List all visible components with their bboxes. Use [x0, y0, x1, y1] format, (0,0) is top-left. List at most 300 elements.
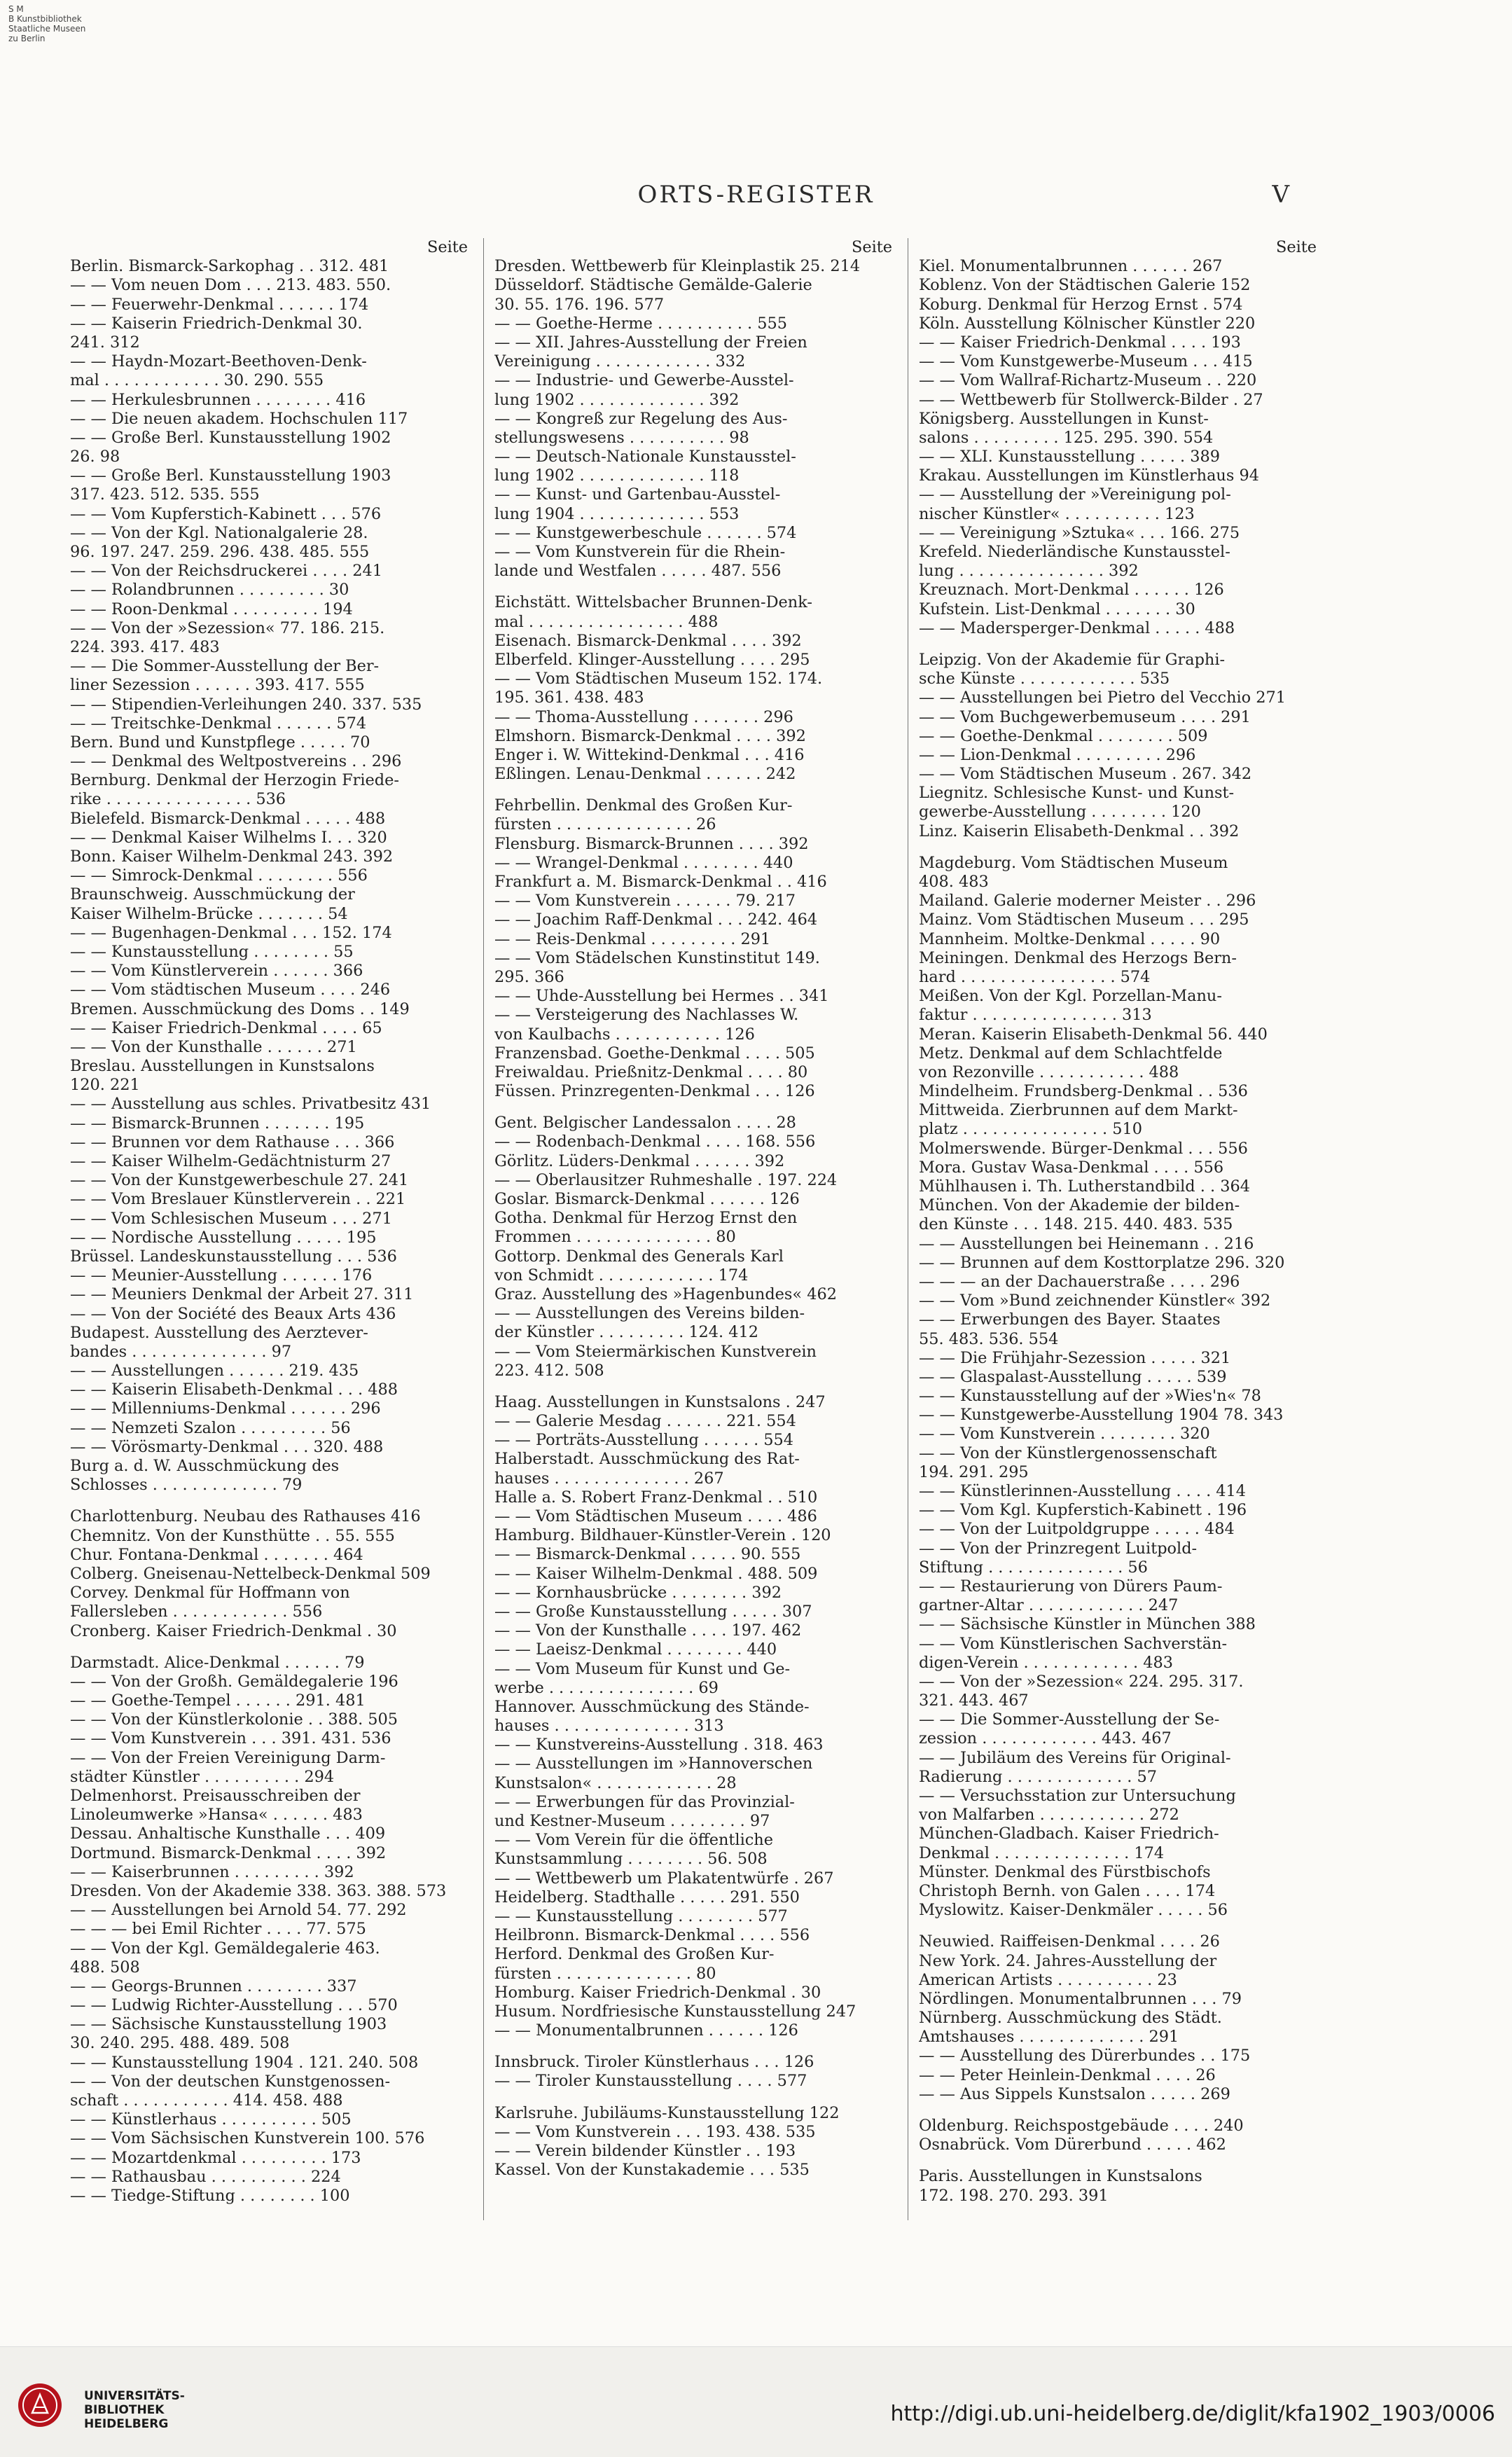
index-entry: — — Vom Städtischen Museum . . . . 486	[494, 1507, 817, 1525]
index-entry: Kreuznach. Mort-Denkmal . . . . . . 126	[919, 581, 1224, 600]
index-entry: Magdeburg. Vom Städtischen Museum	[919, 853, 1228, 872]
index-entry: — — Sächsische Kunstausstellung 1903	[70, 2015, 387, 2034]
index-entry: — — Vom Kunstverein . . . 391. 431. 536	[70, 1729, 391, 1748]
index-entry: lung 1902 . . . . . . . . . . . . . 392	[494, 390, 740, 409]
index-entry: — — Vom Kgl. Kupferstich-Kabinett . 196	[919, 1501, 1247, 1520]
index-entry: Mittweida. Zierbrunnen auf dem Markt-	[919, 1101, 1238, 1120]
index-entry: — — Peter Heinlein-Denkmal . . . . 26	[919, 2065, 1216, 2084]
index-entry: Mainz. Vom Städtischen Museum . . . 295	[919, 911, 1249, 929]
index-entry: Cronberg. Kaiser Friedrich-Denkmal . 30	[70, 1621, 397, 1640]
index-entry: 120. 221	[70, 1076, 140, 1095]
index-entry: Graz. Ausstellung des »Hagenbundes« 462	[494, 1285, 837, 1303]
index-entry: Mühlhausen i. Th. Lutherstandbild . . 364	[919, 1177, 1250, 1196]
library-name-line: HEIDELBERG	[84, 2417, 169, 2431]
index-entry: — — Erwerbungen für das Provinzial-	[494, 1792, 795, 1811]
index-entry: Krefeld. Niederländische Kunstausstel-	[919, 543, 1230, 561]
index-entry: — — Aus Sippels Kunstsalon . . . . . 269	[919, 2084, 1230, 2103]
index-entry: — — Meunier-Ausstellung . . . . . . 176	[70, 1266, 373, 1285]
index-entry: 194. 291. 295	[919, 1462, 1029, 1481]
index-entry: fürsten . . . . . . . . . . . . . . 26	[494, 815, 716, 834]
index-entry: hard . . . . . . . . . . . . . . . . 574	[919, 967, 1151, 986]
library-stamp	[8, 4, 85, 43]
index-entry: — — Sächsische Künstler in München 388	[919, 1615, 1256, 1634]
index-entry: Denkmal . . . . . . . . . . . . . . 174	[919, 1843, 1165, 1862]
index-entry: 224. 393. 417. 483	[70, 637, 220, 656]
index-entry: — — Versuchsstation zur Untersuchung	[919, 1787, 1236, 1805]
index-entry: — — Stipendien-Verleihungen 240. 337. 535	[70, 695, 422, 714]
index-entry: 195. 361. 438. 483	[494, 688, 644, 707]
index-entry: — — Kunstausstellung . . . . . . . . 577	[494, 1906, 788, 1925]
index-entry: — — Von der Reichsdruckerei . . . . 241	[70, 562, 382, 581]
index-entry: Breslau. Ausstellungen in Kunstsalons	[70, 1057, 375, 1076]
index-entry: Bremen. Ausschmückung des Doms . . 149	[70, 999, 410, 1018]
index-entry: — — — an der Dachauerstraße . . . . 296	[919, 1272, 1240, 1291]
index-entry: — — Lion-Denkmal . . . . . . . . . 296	[919, 745, 1196, 764]
index-entry: Vereinigung . . . . . . . . . . . . 332	[494, 352, 746, 371]
index-entry: — — Von der Luitpoldgruppe . . . . . 484	[919, 1520, 1235, 1539]
index-entry: Görlitz. Lüders-Denkmal . . . . . . 392	[494, 1151, 785, 1170]
index-entry: — — Ausstellungen des Vereins bilden-	[494, 1304, 805, 1323]
index-entry: — — Vom Kupferstich-Kabinett . . . 576	[70, 504, 382, 523]
index-entry: Elberfeld. Klinger-Ausstellung . . . . 295	[494, 650, 810, 669]
index-entry: — — Ludwig Richter-Ausstellung . . . 570	[70, 1996, 398, 2015]
index-entry: Elmshorn. Bismarck-Denkmal . . . . 392	[494, 726, 806, 745]
index-entry: — — Vom Kunstverein für die Rhein-	[494, 543, 786, 561]
index-entry: Meißen. Von der Kgl. Porzellan-Manu-	[919, 987, 1222, 1006]
index-entry: — — Von der Kunsthalle . . . . 197. 462	[494, 1621, 802, 1640]
index-entry: — — XLI. Kunstausstellung . . . . . 389	[919, 448, 1220, 466]
index-entry: — — Von der »Sezession« 77. 186. 215.	[70, 618, 385, 637]
index-entry: von Kaulbachs . . . . . . . . . . . 126	[494, 1025, 755, 1044]
index-entry: Liegnitz. Schlesische Kunst- und Kunst-	[919, 784, 1235, 803]
stamp-line: S M	[8, 4, 24, 14]
index-entry: — — Von der Künstlerkolonie . . 388. 505	[70, 1710, 398, 1729]
index-entry: Braunschweig. Ausschmückung der	[70, 885, 355, 904]
index-entry: — — Millenniums-Denkmal . . . . . . 296	[70, 1399, 381, 1418]
index-entry: — — Vom Sächsischen Kunstverein 100. 576	[70, 2129, 425, 2148]
index-entry: — — Oberlausitzer Ruhmeshalle . 197. 224	[494, 1170, 838, 1189]
index-entry: Schlosses . . . . . . . . . . . . . 79	[70, 1476, 303, 1495]
index-entry: — — Kaiserbrunnen . . . . . . . . . 392	[70, 1862, 354, 1881]
index-entry: — — Von der Kunsthalle . . . . . . 271	[70, 1037, 357, 1056]
index-entry: — — Nemzeti Szalon . . . . . . . . . 56	[70, 1418, 351, 1437]
index-entry: — — Uhde-Ausstellung bei Hermes . . 341	[494, 987, 829, 1006]
index-entry: — — Wettbewerb für Stollwerck-Bilder . 27	[919, 390, 1263, 409]
index-entry: — — Vom Steiermärkischen Kunstverein	[494, 1342, 817, 1361]
index-entry: sche Künste . . . . . . . . . . . . 535	[919, 670, 1170, 688]
index-entry: — — Laeisz-Denkmal . . . . . . . . 440	[494, 1640, 777, 1659]
index-entry: — — Treitschke-Denkmal . . . . . . 574	[70, 714, 367, 733]
index-entry: München-Gladbach. Kaiser Friedrich-	[919, 1825, 1219, 1843]
index-entry: und Kestner-Museum . . . . . . . . 97	[494, 1812, 770, 1830]
index-entry: — — Erwerbungen des Bayer. Staates	[919, 1310, 1221, 1329]
index-entry: stellungswesens . . . . . . . . . . 98	[494, 428, 749, 447]
index-entry: — — Von der Kgl. Nationalgalerie 28.	[70, 523, 368, 542]
index-entry: Nördlingen. Monumentalbrunnen . . . 79	[919, 1989, 1242, 2008]
index-entry: — — Denkmal des Weltpostvereins . . 296	[70, 752, 402, 771]
index-entry: Darmstadt. Alice-Denkmal . . . . . . 79	[70, 1653, 365, 1672]
index-entry: — — Wrangel-Denkmal . . . . . . . . 440	[494, 853, 793, 872]
index-entry: — — Vom Kunstverein . . . 193. 438. 535	[494, 2122, 816, 2141]
index-entry: — — Feuerwehr-Denkmal . . . . . . 174	[70, 295, 369, 314]
index-entry: — — Kaiserin Elisabeth-Denkmal . . . 488	[70, 1380, 398, 1399]
index-entry: — — Haydn-Mozart-Beethoven-Denk-	[70, 352, 367, 371]
index-entry: — — Kaiser Wilhelm-Denkmal . 488. 509	[494, 1564, 818, 1583]
index-entry: Bernburg. Denkmal der Herzogin Friede-	[70, 771, 399, 790]
index-entry: salons . . . . . . . . . 125. 295. 390. 554	[919, 428, 1214, 447]
index-entry: — — Von der Freien Vereinigung Darm-	[70, 1748, 386, 1767]
register-column-1	[70, 238, 468, 2255]
register-columns	[70, 238, 1317, 2255]
page-header	[0, 181, 1512, 209]
index-entry: — — Tiedge-Stiftung . . . . . . . . 100	[70, 2186, 350, 2205]
index-entry: — — Ausstellungen bei Pietro del Vecchio 271	[919, 688, 1286, 707]
index-entry: 408. 483	[919, 873, 989, 891]
index-entry: 96. 197. 247. 259. 296. 438. 485. 555	[70, 543, 370, 561]
index-entry: Kufstein. List-Denkmal . . . . . . . 30	[919, 600, 1195, 618]
index-entry: Hannover. Ausschmückung des Stände-	[494, 1697, 810, 1716]
index-entry: den Künste . . . 148. 215. 440. 483. 535	[919, 1215, 1233, 1234]
index-entry: — — Simrock-Denkmal . . . . . . . . 556	[70, 866, 368, 885]
index-entry: — — Vom »Bund zeichnender Künstler« 392	[919, 1292, 1271, 1310]
index-entry: — — Goethe-Denkmal . . . . . . . . 509	[919, 726, 1208, 745]
index-entry: — — Vom Schlesischen Museum . . . 271	[70, 1209, 392, 1228]
index-entry: Frankfurt a. M. Bismarck-Denkmal . . 416	[494, 873, 827, 891]
index-entry: — — Vom Städtischen Museum 152. 174.	[494, 670, 823, 688]
index-entry: Dresden. Wettbewerb für Kleinplastik 25. 214	[494, 257, 861, 276]
index-entry: Berlin. Bismarck-Sarkophag . . 312. 481	[70, 257, 389, 276]
footer-bar	[0, 2346, 1512, 2457]
index-entry: — — Madersperger-Denkmal . . . . . 488	[919, 618, 1235, 637]
index-entry: digen-Verein . . . . . . . . . . . . 483	[919, 1653, 1174, 1672]
seite-label: Seite	[1276, 238, 1317, 256]
index-entry: American Artists . . . . . . . . . . 23	[919, 1970, 1177, 1989]
index-entry: — — Von der Kunstgewerbeschule 27. 241	[70, 1171, 409, 1190]
index-entry: Paris. Ausstellungen in Kunstsalons	[919, 2167, 1202, 2186]
index-entry: — — Bismarck-Brunnen . . . . . . . 195	[70, 1114, 365, 1133]
index-entry: — — Große Kunstausstellung . . . . . 307	[494, 1602, 812, 1621]
index-entry: — — Roon-Denkmal . . . . . . . . . 194	[70, 600, 353, 618]
index-entry: Molmerswende. Bürger-Denkmal . . . 556	[919, 1139, 1248, 1158]
index-entry: — — Tiroler Kunstausstellung . . . . 577	[494, 2072, 807, 2091]
index-entry: Amtshauses . . . . . . . . . . . . . 291	[919, 2028, 1179, 2047]
index-entry: — — Vom Kunstverein . . . . . . . . 320	[919, 1425, 1210, 1444]
seite-label: Seite	[427, 238, 468, 256]
index-entry: — — Die Sommer-Ausstellung der Se-	[919, 1710, 1220, 1729]
index-entry: Husum. Nordfriesische Kunstausstellung 247	[494, 2002, 856, 2021]
index-entry: Gottorp. Denkmal des Generals Karl	[494, 1247, 784, 1266]
index-entry: — — — bei Emil Richter . . . . 77. 575	[70, 1920, 366, 1939]
index-entry: lande und Westfalen . . . . . 487. 556	[494, 562, 782, 581]
index-entry: — — Wettbewerb um Plakatentwürfe . 267	[494, 1869, 834, 1888]
index-entry: Chur. Fontana-Denkmal . . . . . . . 464	[70, 1545, 363, 1564]
index-entry: lung . . . . . . . . . . . . . . . 392	[919, 562, 1139, 581]
index-entry: — — Porträts-Ausstellung . . . . . . 554	[494, 1431, 794, 1450]
index-entry: — — Vom Städtischen Museum . 267. 342	[919, 765, 1252, 784]
index-entry: — — Kornhausbrücke . . . . . . . . 392	[494, 1583, 782, 1602]
index-entry: Mora. Gustav Wasa-Denkmal . . . . 556	[919, 1158, 1224, 1177]
index-entry: Düsseldorf. Städtische Gemälde-Galerie	[494, 276, 812, 295]
index-entry: Kaiser Wilhelm-Brücke . . . . . . . 54	[70, 904, 348, 923]
index-entry: Metz. Denkmal auf dem Schlachtfelde	[919, 1044, 1223, 1063]
index-entry: — — XII. Jahres-Ausstellung der Freien	[494, 333, 807, 352]
index-entry: liner Sezession . . . . . . 393. 417. 555	[70, 676, 365, 695]
index-entry: Bielefeld. Bismarck-Denkmal . . . . . 488	[70, 809, 386, 828]
index-entry: — — Von der Kgl. Gemäldegalerie 463.	[70, 1939, 380, 1958]
index-entry: — — Industrie- und Gewerbe-Ausstel-	[494, 371, 794, 390]
index-entry: schaft . . . . . . . . . . . 414. 458. 488	[70, 2091, 343, 2110]
index-entry: lung 1902 . . . . . . . . . . . . . 118	[494, 466, 740, 485]
index-entry: Gotha. Denkmal für Herzog Ernst den	[494, 1209, 798, 1228]
index-entry: — — Kaiser Friedrich-Denkmal . . . . 193	[919, 333, 1241, 352]
index-entry: Oldenburg. Reichspostgebäude . . . . 240	[919, 2117, 1244, 2135]
index-entry: — — Vom Verein für die öffentliche	[494, 1831, 773, 1850]
index-entry: — — Von der deutschen Kunstgenossen-	[70, 2072, 391, 2091]
index-entry: Hamburg. Bildhauer-Künstler-Verein . 120	[494, 1526, 831, 1545]
index-entry: 26. 98	[70, 448, 120, 466]
index-entry: Dresden. Von der Akademie 338. 363. 388. 573	[70, 1881, 447, 1900]
index-entry: — — Die neuen akadem. Hochschulen 117	[70, 409, 408, 428]
index-entry: Königsberg. Ausstellungen in Kunst-	[919, 409, 1209, 428]
index-entry: Haag. Ausstellungen in Kunstsalons . 247	[494, 1392, 826, 1411]
index-entry: — — Kunstausstellung auf der »Wies'n« 78	[919, 1387, 1261, 1406]
index-entry: Nürnberg. Ausschmückung des Städt.	[919, 2009, 1222, 2028]
index-entry: — — Rolandbrunnen . . . . . . . . . 30	[70, 581, 349, 600]
index-entry: — — Kunstausstellung 1904 . 121. 240. 508	[70, 2053, 419, 2072]
page-number: V	[1272, 181, 1289, 209]
index-entry: — — Bismarck-Denkmal . . . . . 90. 555	[494, 1545, 801, 1564]
register-column-3	[919, 238, 1317, 2255]
index-entry: — — Vom Kunstverein . . . . . . 79. 217	[494, 892, 796, 911]
index-entry: — — Herkulesbrunnen . . . . . . . . 416	[70, 390, 366, 409]
index-entry: werbe . . . . . . . . . . . . . . . 69	[494, 1678, 719, 1697]
index-entry: Linz. Kaiserin Elisabeth-Denkmal . . 392	[919, 822, 1240, 840]
university-seal-icon	[17, 2382, 63, 2428]
index-entry: Innsbruck. Tiroler Künstlerhaus . . . 126	[494, 2053, 814, 2072]
index-entry: Freiwaldau. Prießnitz-Denkmal . . . . 80	[494, 1063, 808, 1081]
source-url-link[interactable]: http://digi.ub.uni-heidelberg.de/diglit/kfa1902_1903/0006	[890, 2402, 1495, 2426]
index-entry: — — Vereinigung »Sztuka« . . . 166. 275	[919, 523, 1240, 542]
index-entry: mal . . . . . . . . . . . . 30. 290. 555	[70, 371, 324, 390]
index-entry: Meiningen. Denkmal des Herzogs Bern-	[919, 948, 1237, 967]
index-entry: — — Von der Société des Beaux Arts 436	[70, 1304, 396, 1323]
index-entry: zession . . . . . . . . . . . . 443. 467	[919, 1729, 1172, 1748]
index-entry: Kunstsammlung . . . . . . . . 56. 508	[494, 1850, 768, 1869]
index-entry: — — Mozartdenkmal . . . . . . . . . 173	[70, 2148, 361, 2167]
index-entry: Kassel. Von der Kunstakademie . . . 535	[494, 2161, 810, 2180]
index-entry: von Malfarben . . . . . . . . . . . 272	[919, 1806, 1179, 1825]
index-entry: Linoleumwerke »Hansa« . . . . . . 483	[70, 1806, 363, 1825]
index-entry: 55. 483. 536. 554	[919, 1329, 1059, 1348]
index-entry: — — Rathausbau . . . . . . . . . . 224	[70, 2167, 341, 2186]
index-entry: — — Ausstellungen . . . . . . 219. 435	[70, 1362, 359, 1380]
index-entry: Kunstsalon« . . . . . . . . . . . . 28	[494, 1773, 737, 1792]
index-entry: von Schmidt . . . . . . . . . . . . 174	[494, 1266, 749, 1285]
index-entry: — — Versteigerung des Nachlasses W.	[494, 1006, 799, 1025]
index-entry: Radierung . . . . . . . . . . . . . 57	[919, 1767, 1158, 1786]
stamp-line: zu Berlin	[8, 34, 46, 43]
index-entry: Fehrbellin. Denkmal des Großen Kur-	[494, 796, 793, 815]
index-entry: Köln. Ausstellung Kölnischer Künstler 220	[919, 314, 1256, 333]
index-entry: — — Vom Künstlerverein . . . . . . 366	[70, 962, 363, 981]
index-entry: — — Galerie Mesdag . . . . . . 221. 554	[494, 1412, 796, 1431]
index-entry: Christoph Bernh. von Galen . . . . 174	[919, 1881, 1216, 1900]
index-entry: München. Von der Akademie der bilden-	[919, 1196, 1240, 1215]
index-entry: — — Ausstellungen bei Heinemann . . 216	[919, 1234, 1254, 1253]
index-entry: Bonn. Kaiser Wilhelm-Denkmal 243. 392	[70, 847, 394, 866]
index-entry: Homburg. Kaiser Friedrich-Denkmal . 30	[494, 1983, 821, 2002]
index-entry: der Künstler . . . . . . . . . 124. 412	[494, 1323, 759, 1342]
index-entry: hauses . . . . . . . . . . . . . . 267	[494, 1469, 724, 1488]
index-entry: — — Goethe-Tempel . . . . . . 291. 481	[70, 1691, 366, 1710]
index-entry: — — Kunst- und Gartenbau-Ausstel-	[494, 485, 781, 504]
index-entry: Krakau. Ausstellungen im Künstlerhaus 94	[919, 466, 1259, 485]
index-entry: gewerbe-Ausstellung . . . . . . . . 120	[919, 803, 1201, 822]
index-entry: 488. 508	[70, 1958, 140, 1977]
index-entry: Myslowitz. Kaiser-Denkmäler . . . . . 56	[919, 1901, 1228, 1920]
index-entry: Chemnitz. Von der Kunsthütte . . 55. 555	[70, 1526, 395, 1545]
index-entry: Mindelheim. Frundsberg-Denkmal . . 536	[919, 1082, 1248, 1101]
index-entry: Franzensbad. Goethe-Denkmal . . . . 505	[494, 1044, 815, 1063]
index-entry: Herford. Denkmal des Großen Kur-	[494, 1945, 775, 1964]
index-entry: faktur . . . . . . . . . . . . . . . 313	[919, 1006, 1152, 1025]
index-entry: Fallersleben . . . . . . . . . . . . 556	[70, 1603, 323, 1621]
index-entry: Enger i. W. Wittekind-Denkmal . . . 416	[494, 745, 805, 764]
index-entry: Halberstadt. Ausschmückung des Rat-	[494, 1450, 800, 1469]
index-entry: — — Goethe-Herme . . . . . . . . . . 555	[494, 314, 788, 333]
index-entry: — — Joachim Raff-Denkmal . . . 242. 464	[494, 911, 818, 929]
index-entry: Karlsruhe. Jubiläums-Kunstausstellung 122	[494, 2103, 840, 2122]
index-entry: — — Restaurierung von Dürers Paum-	[919, 1577, 1223, 1596]
index-entry: — — Kaiser Wilhelm-Gedächtnisturm 27	[70, 1152, 391, 1170]
index-entry: 321. 443. 467	[919, 1691, 1029, 1710]
index-entry: — — Vom Buchgewerbemuseum . . . . 291	[919, 707, 1251, 726]
index-entry: — — Ausstellungen im »Hannoverschen	[494, 1754, 813, 1773]
index-entry: Frommen . . . . . . . . . . . . . . 80	[494, 1228, 736, 1247]
index-entry: mal . . . . . . . . . . . . . . . . 488	[494, 612, 719, 631]
index-entry: — — Vom städtischen Museum . . . . 246	[70, 981, 391, 999]
index-entry: Dessau. Anhaltische Kunsthalle . . . 409	[70, 1825, 386, 1843]
index-entry: — — Kongreß zur Regelung des Aus-	[494, 409, 788, 428]
stamp-line: B Kunstbibliothek	[8, 14, 82, 24]
index-entry: rike . . . . . . . . . . . . . . . 536	[70, 790, 286, 809]
index-entry: — — Nordische Ausstellung . . . . . 195	[70, 1228, 377, 1247]
index-entry: fürsten . . . . . . . . . . . . . . 80	[494, 1964, 716, 1983]
index-entry: von Rezonville . . . . . . . . . . . 488	[919, 1063, 1179, 1081]
index-entry: Budapest. Ausstellung des Aerztever-	[70, 1323, 368, 1342]
index-entry: Füssen. Prinzregenten-Denkmal . . . 126	[494, 1082, 815, 1101]
index-entry: lung 1904 . . . . . . . . . . . . . 553	[494, 504, 740, 523]
index-entry: — — Ausstellungen bei Arnold 54. 77. 292	[70, 1901, 407, 1920]
index-entry: — — Bugenhagen-Denkmal . . . 152. 174	[70, 923, 392, 942]
index-entry: — — Meuniers Denkmal der Arbeit 27. 311	[70, 1285, 414, 1304]
seite-label: Seite	[852, 238, 892, 256]
index-entry: 295. 366	[494, 967, 564, 986]
index-entry: — — Die Frühjahr-Sezession . . . . . 321	[919, 1348, 1231, 1367]
index-entry: New York. 24. Jahres-Ausstellung der	[919, 1951, 1217, 1970]
index-entry: Neuwied. Raiffeisen-Denkmal . . . . 26	[919, 1932, 1220, 1951]
index-entry: — — Denkmal Kaiser Wilhelms I. . . 320	[70, 828, 387, 847]
index-entry: Mannheim. Moltke-Denkmal . . . . . 90	[919, 929, 1221, 948]
index-entry: — — Thoma-Ausstellung . . . . . . . 296	[494, 707, 793, 726]
index-entry: Bern. Bund und Kunstpflege . . . . . 70	[70, 733, 370, 752]
index-entry: — — Georgs-Brunnen . . . . . . . . 337	[70, 1977, 357, 1995]
index-entry: — — Deutsch-Nationale Kunstausstel-	[494, 448, 796, 466]
index-entry: Leipzig. Von der Akademie für Graphi-	[919, 650, 1226, 669]
index-entry: — — Ausstellung aus schles. Privatbesitz 431	[70, 1095, 431, 1114]
index-entry: Mailand. Galerie moderner Meister . . 296	[919, 892, 1256, 911]
index-entry: Burg a. d. W. Ausschmückung des	[70, 1457, 340, 1475]
index-entry: — — Von der Prinzregent Luitpold-	[919, 1539, 1198, 1558]
page-title: ORTS-REGISTER	[637, 181, 875, 209]
index-entry: — — Vom Museum für Kunst und Ge-	[494, 1659, 791, 1678]
index-entry: — — Brunnen vor dem Rathause . . . 366	[70, 1133, 395, 1151]
index-entry: — — Vom Kunstgewerbe-Museum . . . 415	[919, 352, 1253, 371]
index-entry: hauses . . . . . . . . . . . . . . 313	[494, 1717, 724, 1736]
library-name	[84, 2389, 185, 2431]
index-entry: platz . . . . . . . . . . . . . . . 510	[919, 1120, 1143, 1139]
index-entry: — — Jubiläum des Vereins für Original-	[919, 1748, 1231, 1767]
index-entry: — — Große Berl. Kunstausstellung 1903	[70, 466, 391, 485]
index-entry: Dortmund. Bismarck-Denkmal . . . . 392	[70, 1843, 387, 1862]
index-entry: Halle a. S. Robert Franz-Denkmal . . 510	[494, 1488, 818, 1507]
index-entry: Eisenach. Bismarck-Denkmal . . . . 392	[494, 631, 802, 650]
index-entry: — — Kunstgewerbe-Ausstellung 1904 78. 343	[919, 1406, 1284, 1425]
index-entry: Stiftung . . . . . . . . . . . . . . 56	[919, 1558, 1148, 1577]
index-entry: Koblenz. Von der Städtischen Galerie 152	[919, 276, 1251, 295]
index-entry: — — Von der Großh. Gemäldegalerie 196	[70, 1672, 398, 1691]
index-entry: Brüssel. Landeskunstausstellung . . . 536	[70, 1247, 397, 1266]
index-entry: — — Vom Künstlerischen Sachverstän-	[919, 1634, 1228, 1653]
index-entry: — — Kunstvereins-Ausstellung . 318. 463	[494, 1736, 824, 1754]
index-entry: Corvey. Denkmal für Hoffmann von	[70, 1584, 350, 1603]
index-entry: — — Große Berl. Kunstausstellung 1902	[70, 428, 391, 447]
index-entry: — — Ausstellung des Dürerbundes . . 175	[919, 2047, 1251, 2065]
library-name-line: BIBLIOTHEK	[84, 2403, 165, 2417]
index-entry: gartner-Altar . . . . . . . . . . . . 247	[919, 1596, 1179, 1615]
index-entry: — — Künstlerhaus . . . . . . . . . . 505	[70, 2110, 352, 2129]
index-entry: 30. 55. 176. 196. 577	[494, 295, 665, 314]
index-entry: 317. 423. 512. 535. 555	[70, 485, 260, 504]
index-entry: 30. 240. 295. 488. 489. 508	[70, 2034, 290, 2053]
index-entry: Kiel. Monumentalbrunnen . . . . . . 267	[919, 257, 1223, 276]
index-entry: städter Künstler . . . . . . . . . . 294	[70, 1767, 335, 1786]
index-entry: — — Vom Breslauer Künstlerverein . . 221	[70, 1190, 406, 1209]
index-entry: Koburg. Denkmal für Herzog Ernst . 574	[919, 295, 1243, 314]
index-entry: — — Künstlerinnen-Ausstellung . . . . 414	[919, 1482, 1247, 1500]
index-entry: Charlottenburg. Neubau des Rathauses 416	[70, 1507, 421, 1526]
library-name-line: UNIVERSITÄTS-	[84, 2389, 185, 2403]
index-entry: Goslar. Bismarck-Denkmal . . . . . . 126	[494, 1190, 800, 1208]
index-entry: — — Rodenbach-Denkmal . . . . 168. 556	[494, 1133, 816, 1151]
index-entry: nischer Künstler« . . . . . . . . . . 123	[919, 504, 1195, 523]
index-entry: — — Kunstausstellung . . . . . . . . 55	[70, 942, 354, 961]
index-entry: 223. 412. 508	[494, 1361, 604, 1380]
index-entry: 172. 198. 270. 293. 391	[919, 2186, 1109, 2205]
stamp-line: Staatliche Museen	[8, 24, 86, 34]
index-entry: — — Vom Wallraf-Richartz-Museum . . 220	[919, 371, 1257, 390]
index-entry: Gent. Belgischer Landessalon . . . . 28	[494, 1114, 796, 1133]
index-entry: — — Die Sommer-Ausstellung der Ber-	[70, 657, 380, 676]
index-entry: — — Glaspalast-Ausstellung . . . . . 539	[919, 1367, 1227, 1386]
register-column-2	[494, 238, 892, 2255]
index-entry: — — Monumentalbrunnen . . . . . . 126	[494, 2021, 798, 2040]
index-entry: — — Vom neuen Dom . . . 213. 483. 550.	[70, 276, 391, 295]
index-entry: Meran. Kaiserin Elisabeth-Denkmal 56. 440	[919, 1025, 1268, 1044]
index-entry: — — Ausstellung der »Vereinigung pol-	[919, 485, 1231, 504]
index-entry: — — Vörösmarty-Denkmal . . . 320. 488	[70, 1437, 384, 1456]
index-entry: — — Brunnen auf dem Kosttorplatze 296. 320	[919, 1253, 1285, 1272]
